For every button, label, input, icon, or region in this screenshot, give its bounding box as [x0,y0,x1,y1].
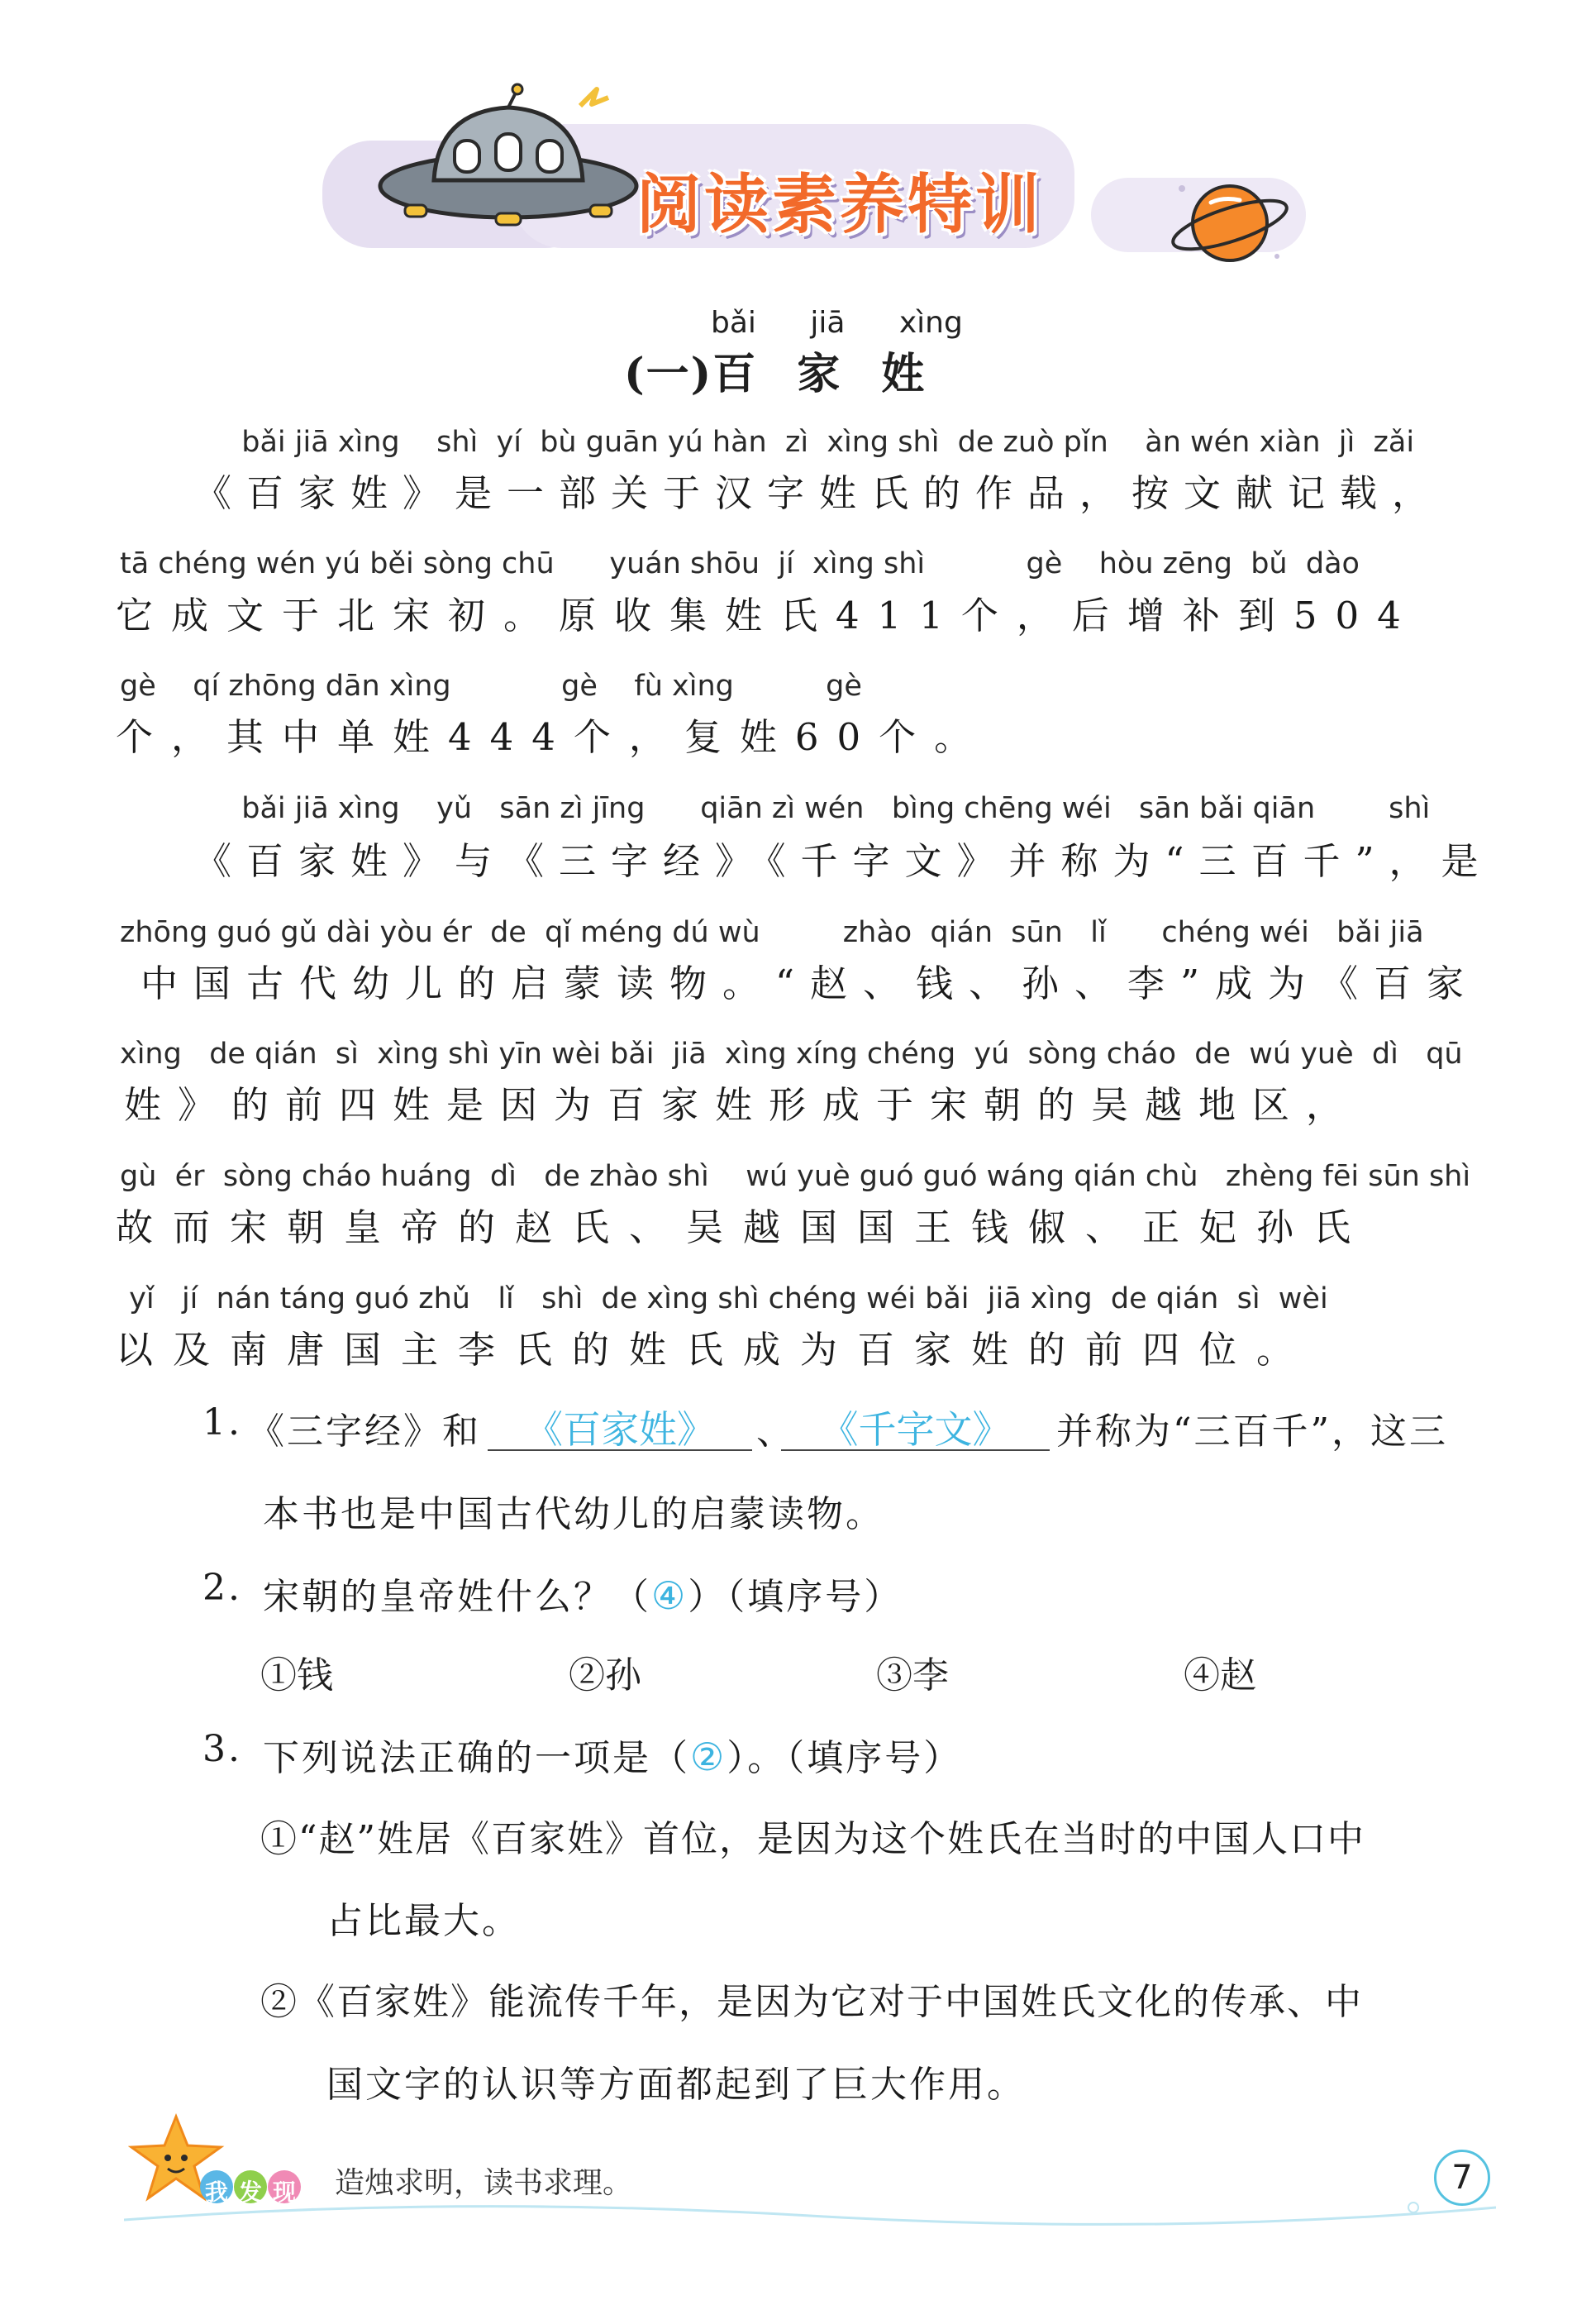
question-number: 2. [202,1567,242,1609]
option-1: ①钱 [260,1654,333,1697]
question-number: 1. [202,1401,242,1444]
choice-2-line-1: ②《百家姓》能流传千年，是因为它对于中国姓氏文化的传承、中 [260,1981,1363,2023]
hanzi-line: 以及南唐国主李氏的姓氏成为百家姓的前四位。 [116,1328,1314,1372]
hanzi-line: 《百家姓》是一部关于汉字姓氏的作品，按文献记载， [194,471,1445,515]
pinyin-line: bǎi jiā xìng shì yí bù guān yú hàn zì xìng shì de zuò pǐn àn wén xiàn jì zǎi [223,426,1415,459]
pinyin-line: yǐ jí nán táng guó zhǔ lǐ shì de xìng shì chéng wéi bǎi jiā xìng de qián sì wèi [120,1282,1328,1315]
choice-1-line-1: ①“赵”姓居《百家姓》首位，是因为这个姓氏在当时的中国人口中 [260,1818,1365,1860]
hanzi-line: 它成文于北宋初。原收集姓氏411个，后增补到504 [116,594,1419,637]
choice-1-line-2: 占比最大。 [326,1900,521,1942]
answer-blank-2[interactable] [781,1400,1050,1451]
pinyin-line: gè qí zhōng dān xìng gè fù xìng gè [120,670,862,703]
hanzi-line: 中国古代幼儿的启蒙读物。“赵、钱、孙、李”成为《百家 [141,962,1480,1005]
footer-motto: 造烛求明，读书求理。 [335,2166,633,2200]
question-suffix: ）。（填序号） [727,1737,963,1779]
hanzi-line: 《百家姓》与《三字经》《千字文》并称为“三百千”，是 [194,839,1494,883]
ufo-icon [372,83,645,240]
pinyin-line: tā chéng wén yú běi sòng chū yuán shōu jí xìng shì gè hòu zēng bǔ dào [120,547,1360,580]
pinyin-line: zhōng guó gǔ dài yòu ér de qǐ méng dú wù zhào qián sūn lǐ chéng wéi bǎi jiā [120,916,1424,949]
footer-logo-text: 我发现 [205,2179,307,2206]
answer-text: 《百家姓》 [525,1407,715,1452]
question-text: 并称为“三百千”，这三 [1056,1410,1448,1453]
pinyin-line: bǎi jiā xìng yǔ sān zì jīng qiān zì wén bìng chēng wéi sān bǎi qiān shì [223,792,1431,825]
option-4: ④赵 [1184,1654,1256,1697]
choice-2-line-2: 国文字的认识等方面都起到了巨大作用。 [326,2064,1026,2106]
hanzi-line: 故而宋朝皇帝的赵氏、吴越国国王钱俶、正妃孙氏 [116,1205,1371,1249]
question-prefix: 下列说法正确的一项是（ [263,1737,690,1779]
separator-text: 、 [756,1410,795,1453]
question-text [263,1567,903,1620]
banner-title: 阅读素养特训 [636,168,1044,242]
question-text: 《三字经》和 [248,1410,481,1453]
hanzi-line: 个，其中单姓444个，复姓60个。 [116,715,990,759]
question-suffix: ）（填序号） [688,1576,903,1618]
option-2: ②孙 [569,1654,641,1697]
page-number: 7 [1434,2150,1490,2206]
footer-wave-line [124,2183,1496,2232]
pinyin-line: gù ér sòng cháo huáng dì de zhào shì wú yuè guó guó wáng qián chù zhèng fēi sūn shì [120,1160,1471,1193]
pinyin-line: xìng de qián sì xìng shì yīn wèi bǎi jiā xìng xíng chéng yú sòng cháo de wú yuè dì qū [120,1038,1463,1071]
answer-text: 《千字文》 [820,1407,1011,1452]
answer-blank-1[interactable] [488,1400,752,1451]
question-number: 3. [202,1728,242,1770]
title-chars: 百家姓 [712,349,966,399]
question-prefix: 宋朝的皇帝姓什么？（ [263,1576,651,1618]
title-number: (一) [624,349,713,399]
planet-icon [1165,174,1289,273]
title-pinyin: bǎi jiā xìng [711,306,963,340]
option-3: ③李 [876,1654,949,1697]
hanzi-line: 姓》的前四姓是因为百家姓形成于宋朝的吴越地区， [124,1083,1360,1127]
question-text [263,1728,962,1781]
question-text: 本书也是中国古代幼儿的启蒙读物。 [263,1493,884,1535]
answer-text[interactable]: ④ [651,1573,688,1618]
answer-text[interactable]: ② [690,1735,727,1779]
passage-title [624,339,971,401]
